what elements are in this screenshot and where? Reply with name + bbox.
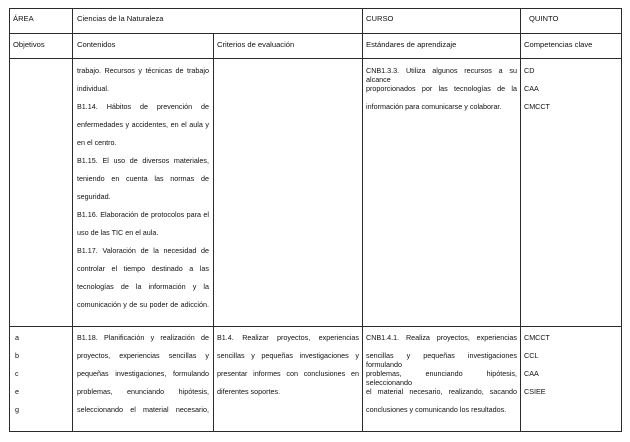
r1-contenidos-line: B1.17. Valoración de la necesidad de	[77, 246, 209, 255]
r1-contenidos-line: enfermedades y accidentes, en el aula y	[77, 120, 209, 129]
r2-estandares-line: conclusiones y comunicando los resultados.	[366, 405, 507, 414]
r2-estandares-line: CNB1.4.1. Realiza proyectos, experiencias	[366, 333, 517, 342]
r2-competencia: CMCCT	[524, 333, 550, 342]
r2-competencia: CCL	[524, 351, 539, 360]
curso-label: CURSO	[366, 14, 394, 23]
r2-estandares-line: el material necesario, realizando, sacando	[366, 387, 517, 396]
r1-contenidos-line: controlar el tiempo destinado a las	[77, 264, 209, 273]
rule-col2	[213, 33, 214, 432]
rule-columns	[9, 58, 622, 59]
r2-criterios-line: sencillas y pequeñas investigaciones y	[217, 351, 359, 360]
r2-contenidos-line: B1.18. Planificación y realización de	[77, 333, 209, 342]
r2-criterios-line: B1.4. Realizar proyectos, experiencias	[217, 333, 359, 342]
r2-contenidos-line: proyectos, experiencias sencillas y	[77, 351, 209, 360]
r2-competencia: CSIEE	[524, 387, 546, 396]
r1-contenidos-line: comunicación y de su poder de adicción.	[77, 300, 209, 309]
r1-contenidos-line: B1.14. Hábitos de prevención de	[77, 102, 209, 111]
rule-row1	[9, 326, 622, 327]
rule-col4	[520, 8, 521, 432]
rule-bottom	[9, 431, 622, 432]
r2-objetivo: g	[15, 405, 19, 414]
area-value: Ciencias de la Naturaleza	[77, 14, 164, 23]
curriculum-table	[9, 8, 622, 432]
r2-contenidos-line: problemas, enunciando hipótesis,	[77, 387, 209, 396]
r2-competencia: CAA	[524, 369, 539, 378]
r1-contenidos-line: seguridad.	[77, 192, 111, 201]
r2-objetivo: a	[15, 333, 19, 342]
col-competencias: Competencias clave	[524, 40, 593, 49]
rule-header	[9, 33, 622, 34]
r1-contenidos-line: individual.	[77, 84, 109, 93]
r1-contenidos-line: B1.15. El uso de diversos materiales,	[77, 156, 209, 165]
r2-contenidos-line: pequeñas investigaciones, formulando	[77, 369, 209, 378]
rule-col1	[72, 8, 73, 432]
r1-estandares-line: proporcionados por las tecnologías de la	[366, 84, 517, 93]
r1-contenidos-line: tecnologías de la información y la	[77, 282, 209, 291]
rule-col3	[362, 8, 363, 432]
r2-objetivo: e	[15, 387, 19, 396]
r2-contenidos-line: seleccionando el material necesario,	[77, 405, 209, 414]
r2-estandares-line: problemas, enunciando hipótesis, seleccionando	[366, 369, 517, 387]
col-estandares: Estándares de aprendizaje	[366, 40, 457, 49]
r1-competencia: CMCCT	[524, 102, 550, 111]
col-objetivos: Objetivos	[13, 40, 45, 49]
rule-right	[621, 8, 622, 432]
area-label: ÁREA	[13, 14, 34, 23]
rule-left	[9, 8, 10, 432]
r2-criterios-line: diferentes soportes.	[217, 387, 281, 396]
r1-estandares-line: información para comunicarse y colaborar.	[366, 102, 502, 111]
r1-contenidos-line: uso de las TIC en el aula.	[77, 228, 159, 237]
curso-value: QUINTO	[529, 14, 559, 23]
r2-objetivo: b	[15, 351, 19, 360]
r1-estandares-line: CNB1.3.3. Utiliza algunos recursos a su alcance	[366, 66, 517, 84]
col-criterios: Criterios de evaluación	[217, 40, 295, 49]
r1-contenidos-line: B1.16. Elaboración de protocolos para el	[77, 210, 209, 219]
r1-competencia: CAA	[524, 84, 539, 93]
col-contenidos: Contenidos	[77, 40, 116, 49]
r1-contenidos-line: en el centro.	[77, 138, 117, 147]
r2-objetivo: c	[15, 369, 19, 378]
rule-top	[9, 8, 622, 9]
r2-criterios-line: presentar informes con conclusiones en	[217, 369, 359, 378]
r1-contenidos-line: teniendo en cuenta las normas de	[77, 174, 209, 183]
r1-contenidos-line: trabajo. Recursos y técnicas de trabajo	[77, 66, 209, 75]
r2-estandares-line: sencillas y pequeñas investigaciones formulando	[366, 351, 517, 369]
r1-competencia: CD	[524, 66, 535, 75]
